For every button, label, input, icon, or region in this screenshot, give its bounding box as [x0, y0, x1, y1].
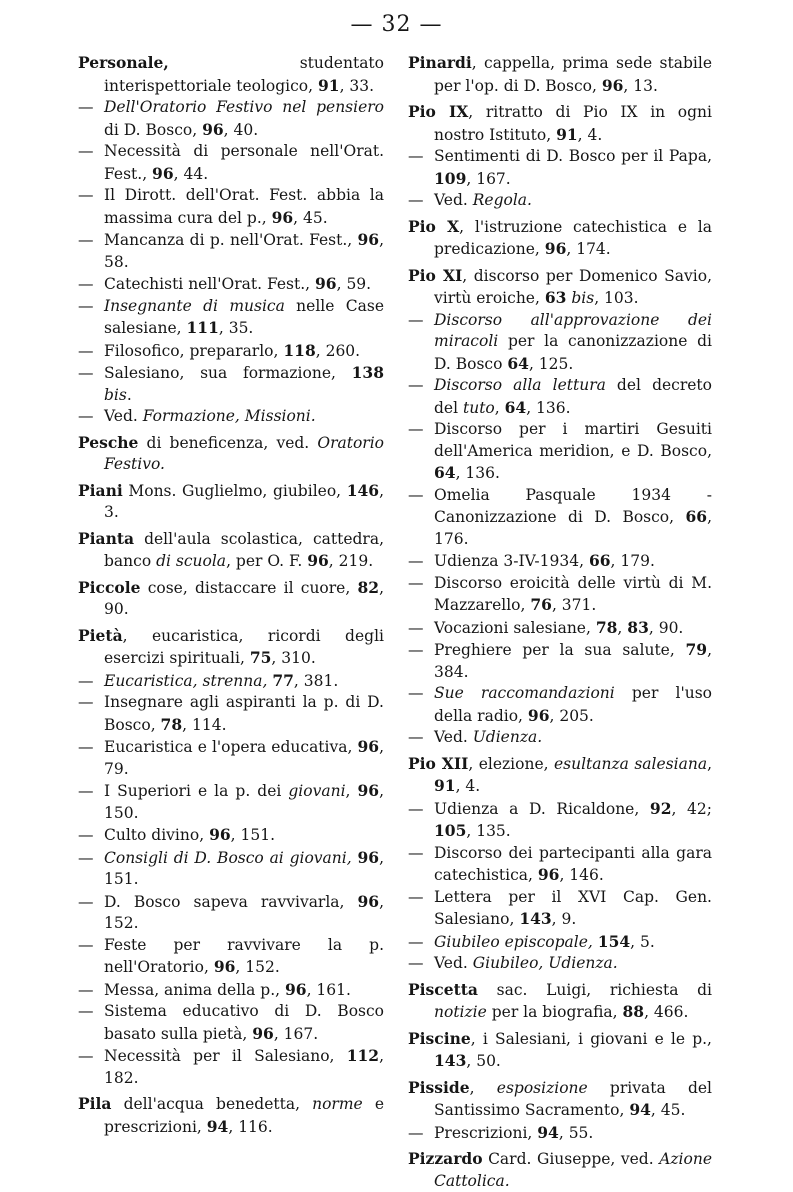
- volume-number: 66: [685, 507, 708, 526]
- entry-text: norme: [312, 1095, 363, 1113]
- index-entry: [78, 577, 384, 621]
- entry-text: , 58.: [104, 231, 384, 271]
- entry-text: sac. Luigi, richiesta di: [477, 980, 712, 999]
- volume-number: 109: [434, 168, 467, 188]
- entry-text: Mons. Guglielmo, giubileo,: [122, 481, 347, 500]
- entry-text: Mancanza di p. nell'Orat. Fest.,: [104, 231, 358, 249]
- volume-number: 112: [346, 1046, 380, 1065]
- entry-text: , 55.: [558, 1123, 594, 1142]
- entry-text: e prescrizioni,: [104, 1095, 384, 1136]
- subentry-dash: —: [78, 671, 94, 690]
- volume-number: 77: [272, 670, 294, 690]
- entry-text: , 116.: [228, 1117, 273, 1136]
- entry-text: Sue raccomandazioni: [434, 684, 615, 702]
- index-entry: [78, 528, 384, 573]
- entry-text: di beneficenza, ved.: [138, 433, 318, 452]
- index-subentry: [78, 229, 384, 273]
- subentry-dash: —: [408, 843, 424, 862]
- volume-number: 96: [284, 979, 307, 999]
- volume-number: 154: [597, 931, 631, 951]
- entry-text: , 90.: [104, 578, 384, 618]
- entry-text: Udienza.: [472, 728, 543, 746]
- subentry-dash: —: [408, 799, 424, 818]
- index-subentry: [408, 485, 712, 551]
- volume-number: 96: [202, 119, 224, 139]
- entry-text: , 381.: [293, 671, 339, 690]
- index-subentry: [78, 847, 384, 891]
- entry-text: ,: [707, 754, 712, 773]
- index-entry: [408, 52, 712, 97]
- entry-text: studentato interispettoriale teologico,: [104, 54, 384, 95]
- volume-number: 88: [622, 1002, 645, 1021]
- entry-text: tuto: [462, 398, 495, 417]
- entry-text: , i Salesiani, i giovani e le p.,: [470, 1029, 712, 1048]
- volume-number: 96: [209, 825, 231, 844]
- subentry-dash: —: [408, 376, 424, 394]
- entry-text: dell'aula scolastica, cattedra, banco: [104, 529, 384, 570]
- entry-headword: Piani: [78, 480, 123, 500]
- index-subentry: [78, 1001, 384, 1045]
- index-entry: [78, 52, 384, 97]
- entry-headword: Pio IX: [408, 102, 469, 121]
- volume-number: 66: [588, 551, 611, 570]
- entry-text: , 125.: [528, 354, 574, 373]
- index-subentry: [408, 146, 712, 190]
- entry-text: , 135.: [466, 822, 511, 840]
- entry-text: Oratorio Festivo.: [104, 433, 384, 473]
- index-subentry: [408, 419, 712, 485]
- entry-headword: Pianta: [78, 528, 135, 548]
- volume-number: 146: [346, 480, 380, 500]
- index-subentry: [78, 670, 384, 693]
- entry-headword: Pisside: [408, 1077, 470, 1097]
- entry-text: , 40.: [223, 120, 259, 139]
- index-subentry: [78, 1045, 384, 1089]
- subentry-dash: —: [408, 641, 424, 659]
- subentry-dash: —: [408, 684, 424, 702]
- subentry-dash: —: [408, 932, 424, 951]
- volume-number: 94: [537, 1122, 559, 1142]
- volume-number: 96: [152, 163, 174, 183]
- entry-text: , 35.: [218, 319, 254, 337]
- entry-headword: Pio XII: [408, 753, 469, 773]
- entry-text: Culto divino,: [104, 826, 210, 844]
- subentry-dash: —: [408, 485, 424, 504]
- volume-number: 64: [507, 353, 529, 373]
- entry-text: , 13.: [623, 76, 658, 95]
- index-entry: [408, 753, 712, 798]
- volume-number: 91: [434, 776, 456, 795]
- entry-text: .: [126, 385, 132, 404]
- volume-number: 94: [629, 1100, 651, 1119]
- volume-number: 82: [357, 577, 380, 597]
- entry-text: , 4.: [455, 777, 481, 795]
- entry-text: , l'istruzione catechistica e la predicazione,: [434, 217, 712, 258]
- subentry-dash: —: [78, 693, 94, 711]
- volume-number: 91: [317, 75, 340, 95]
- entry-text: ,: [494, 398, 505, 417]
- entry-text: privata del Santissimo Sacramento,: [434, 1078, 712, 1119]
- volume-number: 83: [627, 617, 649, 637]
- entry-text: Catechisti nell'Orat. Fest.,: [104, 275, 316, 293]
- entry-text: I Superiori e la p. dei: [104, 782, 289, 800]
- index-subentry: [78, 891, 384, 935]
- subentry-dash: —: [78, 341, 94, 360]
- subentry-dash: —: [408, 573, 424, 592]
- entry-text: , 182.: [104, 1047, 384, 1087]
- entry-text: , 9.: [551, 910, 577, 928]
- entry-text: Necessità per il Salesiano,: [104, 1047, 347, 1065]
- index-subentry: [408, 310, 712, 376]
- subentry-dash: —: [78, 935, 94, 954]
- entry-text: del decreto del: [434, 376, 712, 417]
- entry-text: bis: [104, 385, 127, 404]
- subentry-dash: —: [78, 364, 94, 382]
- entry-headword: Personale,: [78, 53, 169, 72]
- index-subentry: [78, 692, 384, 736]
- entry-text: Necessità di personale nell'Orat. Fest.,: [104, 142, 384, 183]
- subentry-dash: —: [408, 191, 424, 209]
- entry-text: di scuola: [156, 552, 227, 570]
- subentry-dash: —: [78, 848, 94, 867]
- entry-text: Ved.: [104, 407, 143, 425]
- entry-text: Eucaristica, strenna,: [104, 671, 268, 690]
- entry-text: , 174.: [566, 240, 611, 258]
- subentry-dash: —: [408, 954, 424, 972]
- entry-text: , 114.: [182, 715, 227, 734]
- entry-text: Messa, anima della p.,: [104, 980, 285, 999]
- subentry-dash: —: [408, 618, 424, 637]
- entry-text: , 45.: [293, 208, 328, 227]
- subentry-dash: —: [78, 186, 94, 204]
- volume-number: 78: [160, 714, 183, 734]
- page-number: — 32 —: [350, 12, 443, 37]
- volume-number: 96: [527, 705, 550, 725]
- entry-text: Sistema educativo di D. Bosco basato sulla pietà,: [104, 1002, 384, 1043]
- volume-number: 105: [434, 821, 467, 840]
- index-entry: [408, 1028, 712, 1073]
- entry-text: Discorso per i martiri Gesuiti dell'America meridion, e D. Bosco,: [434, 420, 712, 460]
- entry-text: , eucaristica, ricordi degli esercizi spirituali,: [104, 626, 384, 667]
- index-subentry: [78, 340, 384, 363]
- entry-text: Insegnante di musica: [104, 296, 285, 315]
- index-subentry: [408, 887, 712, 931]
- index-entry: [408, 265, 712, 310]
- volume-number: 63: [544, 288, 567, 307]
- entry-text: , 384.: [434, 641, 712, 681]
- entry-headword: Pizzardo: [408, 1149, 483, 1168]
- index-subentry: [78, 141, 384, 185]
- index-subentry: [408, 953, 712, 975]
- subentry-dash: —: [78, 1002, 94, 1020]
- entry-text: Giubileo, Udienza.: [472, 954, 618, 972]
- volume-number: 96: [307, 551, 329, 570]
- volume-number: 64: [434, 463, 456, 482]
- entry-text: , 5.: [630, 932, 655, 951]
- volume-number: 111: [186, 318, 219, 337]
- entry-text: , 167.: [273, 1024, 319, 1043]
- index-entry: [408, 1148, 712, 1192]
- volume-number: 76: [530, 595, 552, 614]
- subentry-dash: —: [78, 296, 94, 315]
- volume-number: 96: [213, 957, 236, 976]
- index-subentry: [78, 273, 384, 296]
- entry-text: Discorso all'approvazione dei miracoli: [434, 310, 712, 350]
- subentry-dash: —: [408, 420, 424, 438]
- index-entry: [408, 1077, 712, 1122]
- entry-text: , 42;: [671, 799, 712, 818]
- entry-text: , 103.: [594, 289, 639, 307]
- subentry-dash: —: [78, 275, 94, 293]
- index-subentry: [78, 296, 384, 340]
- volume-number: 96: [357, 891, 380, 911]
- volume-number: 78: [595, 617, 618, 637]
- entry-text: , 4.: [577, 125, 603, 144]
- entry-text: Discorso alla lettura: [434, 376, 606, 394]
- index-entry: [78, 432, 384, 476]
- volume-number: 75: [249, 648, 272, 667]
- index-entry: [408, 101, 712, 146]
- volume-number: 118: [283, 340, 316, 360]
- index-subentry: [78, 97, 384, 141]
- entry-headword: Pio XI: [408, 265, 463, 285]
- entry-text: , 33.: [339, 76, 375, 95]
- entry-text: , 79.: [104, 738, 384, 778]
- entry-text: , 167.: [466, 169, 511, 188]
- subentry-dash: —: [78, 142, 94, 160]
- entry-text: bis: [571, 289, 595, 307]
- volume-number: 143: [434, 1051, 467, 1070]
- volume-number: 96: [601, 75, 624, 95]
- subentry-dash: —: [408, 552, 424, 570]
- entry-text: notizie: [434, 1003, 487, 1021]
- volume-number: 96: [357, 847, 380, 867]
- volume-number: 96: [357, 781, 380, 800]
- entry-text: dell'acqua benedetta,: [111, 1095, 313, 1113]
- entry-text: Udienza a D. Ricaldone,: [434, 799, 650, 818]
- volume-number: 92: [649, 798, 672, 818]
- index-subentry: [408, 683, 712, 727]
- entry-text: Feste per ravvivare la p. nell'Oratorio,: [104, 935, 384, 976]
- subentry-dash: —: [78, 782, 94, 800]
- entry-text: , 44.: [173, 164, 209, 183]
- entry-text: esposizione: [496, 1078, 588, 1097]
- entry-text: Filosofico, prepararlo,: [104, 341, 284, 360]
- subentry-dash: —: [78, 1047, 94, 1065]
- volume-number: 96: [315, 274, 337, 293]
- entry-text: Omelia Pasquale 1934 - Canonizzazione di D. Bosco,: [434, 485, 712, 526]
- entry-text: Insegnare agli aspiranti la p. di D. Bosco,: [104, 693, 384, 734]
- subentry-dash: —: [78, 980, 94, 999]
- index-subentry: [408, 573, 712, 617]
- index-subentry: [408, 798, 712, 843]
- entry-text: , 151.: [230, 826, 276, 844]
- entry-text: Ved.: [434, 191, 473, 209]
- entry-text: cose, distaccare il cuore,: [140, 578, 358, 597]
- volume-number: 143: [519, 909, 552, 928]
- subentry-dash: —: [78, 407, 94, 425]
- index-subentry: [78, 362, 384, 406]
- index-entry: [78, 480, 384, 524]
- entry-headword: Pietà: [78, 625, 123, 645]
- index-subentry: [408, 843, 712, 887]
- subentry-dash: —: [408, 310, 424, 329]
- entry-text: per l'uso della radio,: [434, 684, 712, 725]
- index-subentry: [78, 935, 384, 979]
- entry-text: Discorso eroicità delle virtù di M. Mazzarello,: [434, 573, 712, 614]
- entry-text: Card. Giuseppe, ved.: [482, 1150, 660, 1168]
- entry-headword: Piscetta: [408, 979, 478, 999]
- entry-text: Sentimenti di D. Bosco per il Papa,: [434, 147, 712, 165]
- entry-headword: Pio X: [408, 216, 460, 236]
- volume-number: 96: [252, 1023, 274, 1043]
- volume-number: 79: [685, 640, 708, 659]
- entry-text: , 90.: [648, 618, 684, 637]
- subentry-dash: —: [78, 231, 94, 249]
- left-column: [78, 52, 384, 1138]
- entry-text: , cappella, prima sede stabile per l'op. di D. Bosco,: [434, 54, 712, 95]
- subentry-dash: —: [78, 98, 94, 116]
- volume-number: 96: [271, 207, 294, 227]
- subentry-dash: —: [78, 826, 94, 844]
- entry-text: , elezione,: [468, 754, 554, 773]
- entry-text: , 136.: [455, 464, 500, 482]
- entry-text: , 260.: [315, 341, 361, 360]
- entry-text: , 161.: [306, 980, 351, 999]
- entry-text: , discorso per Domenico Savio, virtù eroiche,: [434, 266, 712, 307]
- entry-text: Formazione, Missioni.: [142, 407, 316, 425]
- entry-text: Azione Cattolica.: [434, 1150, 712, 1190]
- entry-text: Prescrizioni,: [434, 1123, 538, 1142]
- index-subentry: [408, 190, 712, 212]
- entry-headword: Pila: [78, 1094, 112, 1113]
- entry-text: Eucaristica e l'opera educativa,: [104, 738, 358, 756]
- entry-text: , ritratto di Pio IX in ogni nostro Istituto,: [434, 103, 712, 144]
- index-entry: [78, 1093, 384, 1138]
- index-subentry: [408, 639, 712, 683]
- entry-text: , 151.: [104, 848, 384, 888]
- index-entry: [408, 216, 712, 261]
- entry-text: Salesiano, sua formazione,: [104, 364, 352, 382]
- entry-text: , 219.: [328, 552, 374, 570]
- entry-text: , 50.: [466, 1052, 501, 1070]
- entry-text: per la canonizzazione di D. Bosco: [434, 332, 712, 373]
- entry-text: , 136.: [526, 398, 571, 417]
- entry-text: , 152.: [235, 958, 280, 976]
- volume-number: 64: [504, 397, 527, 417]
- entry-text: , 150.: [104, 782, 385, 822]
- index-entry: [78, 625, 384, 670]
- right-column: [408, 52, 712, 1192]
- volume-number: 96: [544, 239, 567, 258]
- subentry-dash: —: [408, 728, 424, 746]
- entry-text: , 3.: [104, 481, 384, 521]
- entry-text: , 466.: [644, 1003, 689, 1021]
- entry-text: , 152.: [104, 892, 384, 932]
- volume-number: 138: [351, 363, 384, 382]
- subentry-dash: —: [78, 892, 94, 911]
- index-subentry: [78, 824, 384, 847]
- entry-text: , 179.: [610, 552, 655, 570]
- volume-number: 96: [537, 865, 560, 884]
- index-subentry: [78, 736, 384, 780]
- entry-text: Preghiere per la sua salute,: [434, 641, 686, 659]
- entry-text: Discorso dei partecipanti alla gara catechistica,: [434, 843, 712, 884]
- index-subentry: [78, 185, 384, 229]
- entry-text: Consigli di D. Bosco ai giovani,: [104, 848, 352, 867]
- index-subentry: [408, 727, 712, 749]
- entry-headword: Pesche: [78, 432, 139, 452]
- entry-text: Ved.: [434, 954, 473, 972]
- index-subentry: [408, 550, 712, 573]
- entry-headword: Piccole: [78, 577, 141, 597]
- index-subentry: [78, 780, 384, 824]
- entry-text: , 176.: [434, 508, 712, 548]
- index-entry: [408, 979, 712, 1024]
- index-subentry: [408, 375, 712, 419]
- entry-headword: Pinardi: [408, 53, 472, 72]
- index-subentry: [78, 979, 384, 1002]
- subentry-dash: —: [408, 887, 424, 906]
- entry-text: Giubileo episcopale,: [434, 932, 593, 951]
- entry-headword: Piscine: [408, 1028, 471, 1048]
- entry-text: per la biografia,: [486, 1003, 623, 1021]
- index-subentry: [78, 406, 384, 428]
- entry-text: , 310.: [271, 649, 316, 667]
- entry-text: ,: [345, 782, 358, 800]
- volume-number: 94: [206, 1116, 229, 1136]
- entry-text: ,: [469, 1078, 497, 1097]
- volume-number: 96: [357, 230, 380, 249]
- index-subentry: [408, 1122, 712, 1145]
- subentry-dash: —: [408, 147, 424, 165]
- entry-text: Udienza 3-IV-1934,: [434, 552, 589, 570]
- entry-text: Lettera per il XVI Cap. Gen. Salesiano,: [434, 887, 712, 928]
- entry-text: D. Bosco sapeva ravvivarla,: [104, 892, 358, 911]
- entry-text: , 45.: [650, 1101, 686, 1119]
- entry-text: nelle Case salesiane,: [104, 296, 384, 337]
- entry-text: Il Dirott. dell'Orat. Fest. abbia la massima cura del p.,: [104, 186, 384, 227]
- index-subentry: [408, 931, 712, 954]
- entry-text: ,: [617, 618, 628, 637]
- entry-text: , per O. F.: [226, 552, 308, 570]
- entry-text: Dell'Oratorio Festivo nel pensiero: [104, 98, 384, 116]
- entry-text: , 146.: [559, 866, 604, 884]
- subentry-dash: —: [78, 738, 94, 756]
- entry-text: , 59.: [336, 275, 372, 293]
- entry-text: , 371.: [551, 596, 597, 614]
- index-subentry: [408, 617, 712, 640]
- entry-text: , 205.: [549, 706, 594, 725]
- entry-text: Vocazioni salesiane,: [434, 618, 596, 637]
- subentry-dash: —: [408, 1123, 424, 1142]
- volume-number: 96: [357, 737, 380, 756]
- entry-text: esultanza salesiana: [553, 754, 708, 773]
- volume-number: 91: [556, 124, 578, 144]
- entry-text: giovani: [288, 782, 346, 800]
- entry-text: Regola.: [472, 191, 532, 209]
- entry-text: Ved.: [434, 728, 473, 746]
- entry-text: di D. Bosco,: [104, 120, 203, 139]
